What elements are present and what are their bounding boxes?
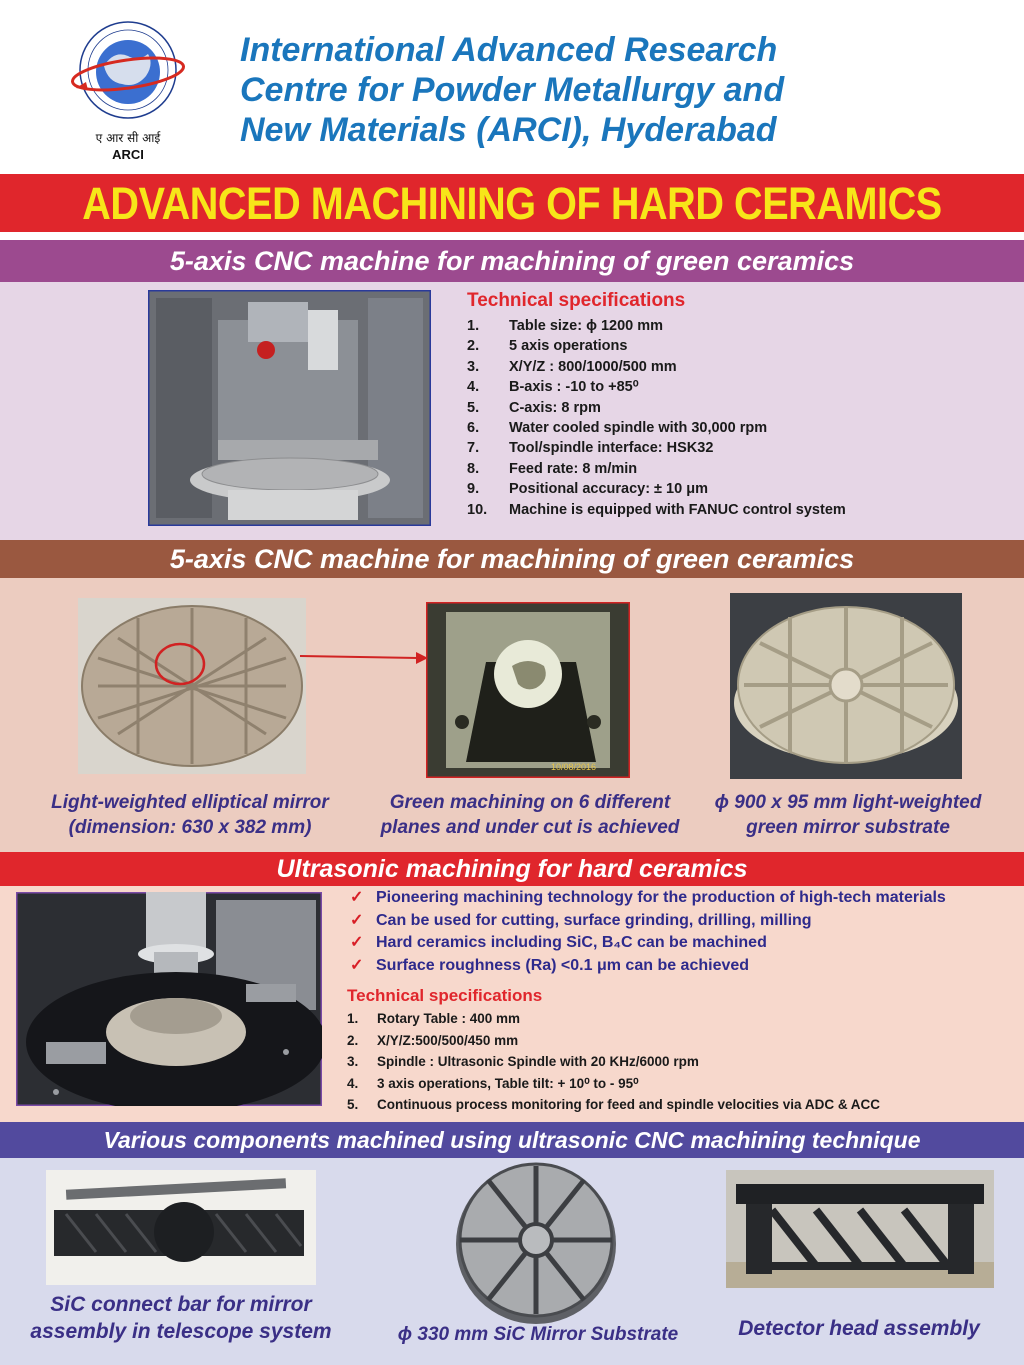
arrow-icon (300, 650, 430, 666)
caption-line: (dimension: 630 x 382 mm) (68, 817, 312, 838)
spec-number: 1. (467, 318, 480, 334)
spec-item (347, 1073, 1007, 1095)
photo-date-stamp: 10/08/2016 (550, 762, 596, 772)
check-icon: ✓ (350, 956, 364, 974)
mirror-substrate-photo (730, 593, 962, 779)
section4-heading: Various components machined using ultrasonic CNC machining technique (103, 1126, 921, 1153)
spec-number: 5. (347, 1097, 359, 1112)
spec-number: 10. (467, 501, 488, 518)
spec-text: Tool/spindle interface: HSK32 (509, 440, 714, 457)
spec-number: 1. (347, 1011, 359, 1026)
section2-heading: 5-axis CNC machine for machining of green ceramics (169, 543, 855, 574)
spec-text: Feed rate: 8 m/min (509, 460, 638, 477)
spec-text: C-axis: 8 rpm (509, 399, 601, 416)
spec-item (467, 316, 1007, 336)
section1-heading: 5-axis CNC machine for machining of green ceramics (169, 245, 855, 276)
section1-specs (467, 290, 1007, 520)
org-title-line-3: New Materials (ARCI), Hyderabad (240, 111, 777, 149)
section3-banner (0, 852, 1024, 886)
spec-text: Continuous process monitoring for feed and spindle velocities via ADC & ACC (377, 1097, 881, 1112)
spec-item (347, 1094, 1007, 1116)
spec-number: 7. (467, 440, 480, 457)
spec-item (467, 336, 1007, 356)
feature-text: Pioneering machining technology for the production of high-tech materials (376, 889, 946, 906)
spec-number: 3. (347, 1054, 359, 1069)
caption-line: green mirror substrate (746, 817, 950, 838)
spec-text: X/Y/Z:500/500/450 mm (377, 1032, 519, 1048)
spec-text: 5 axis operations (509, 338, 628, 355)
elliptical-mirror-photo (78, 598, 306, 774)
caption-connect-bar (10, 1291, 352, 1345)
spec-text: Rotary Table : 400 mm (377, 1011, 521, 1026)
feature-text: Hard ceramics including SiC, B₄C can be machined (376, 934, 767, 951)
ultrasonic-features-list (350, 887, 1010, 977)
spec-number: 3. (467, 358, 480, 375)
spec-item (467, 500, 1007, 520)
title-divider (0, 232, 1024, 240)
spec-number: 6. (467, 419, 480, 436)
spec-text: 3 axis operations, Table tilt: + 10⁰ to - 95⁰ (377, 1075, 639, 1091)
caption-green-machining (370, 790, 690, 840)
caption-sic-mirror: ϕ 330 mm SiC Mirror Substrate (397, 1324, 679, 1345)
caption-line: planes and under cut is achieved (380, 817, 680, 838)
spec-text: Spindle : Ultrasonic Spindle with 20 KHz/6000 rpm (377, 1054, 699, 1069)
spec-item (467, 377, 1007, 397)
org-title-line-1: International Advanced Research (240, 31, 778, 69)
check-icon: ✓ (350, 889, 364, 906)
spec-number: 8. (467, 460, 480, 477)
spec-number: 4. (467, 379, 480, 396)
section1-banner (0, 240, 1024, 282)
specs1-title: Technical specifications (467, 290, 686, 311)
spec-item (347, 1008, 1007, 1030)
spec-text: Table size: ϕ 1200 mm (509, 318, 664, 334)
specs2-title: Technical specifications (347, 986, 543, 1005)
spec-text: Positional accuracy: ± 10 μm (509, 481, 708, 498)
spec-number: 4. (347, 1075, 359, 1091)
caption-line: SiC connect bar for mirror (50, 1293, 312, 1316)
spec-text: Machine is equipped with FANUC control system (509, 501, 846, 518)
caption-line: Light-weighted elliptical mirror (51, 792, 329, 813)
feature-item (350, 910, 1010, 933)
spec-number: 9. (467, 481, 480, 498)
specs2-list (347, 1008, 1007, 1116)
section3-specs (347, 986, 1007, 1116)
caption-line: assembly in telescope system (30, 1320, 332, 1343)
spec-item (467, 418, 1007, 438)
organization-title (240, 30, 1000, 150)
logo-hindi-text: ए आर सी आई (95, 131, 161, 145)
section4-banner (0, 1122, 1024, 1158)
check-icon: ✓ (350, 911, 364, 929)
detector-head-photo (726, 1170, 994, 1288)
spec-item (467, 357, 1007, 377)
spec-item (347, 1030, 1007, 1052)
feature-text: Surface roughness (Ra) <0.1 μm can be achieved (376, 956, 750, 974)
logo-abbr: ARCI (112, 147, 144, 162)
feature-item (350, 887, 1010, 910)
spec-number: 5. (467, 399, 480, 416)
cnc-machine-photo (148, 290, 431, 526)
section3-heading: Ultrasonic machining for hard ceramics (276, 854, 748, 883)
feature-item (350, 932, 1010, 955)
spec-text: B-axis : -10 to +85⁰ (509, 379, 639, 396)
caption-line: Green machining on 6 different (389, 792, 671, 813)
poster-title: ADVANCED MACHINING OF HARD CERAMICS (82, 178, 942, 229)
ultrasonic-machine-photo (16, 892, 322, 1106)
caption-mirror-substrate (688, 790, 1008, 840)
spec-item (467, 438, 1007, 458)
check-icon: ✓ (350, 934, 364, 951)
spec-item (467, 398, 1007, 418)
spec-item (347, 1051, 1007, 1073)
sic-mirror-substrate-photo (448, 1160, 624, 1328)
spec-item (467, 479, 1007, 499)
arci-logo (62, 14, 194, 164)
specs1-list (467, 316, 1007, 520)
org-title-line-2: Centre for Powder Metallurgy and (240, 71, 785, 109)
feature-text: Can be used for cutting, surface grinding, drilling, milling (376, 911, 812, 929)
caption-elliptical-mirror (30, 790, 350, 840)
spec-number: 2. (467, 338, 480, 355)
feature-item (350, 955, 1010, 978)
green-machining-closeup-photo (426, 602, 630, 778)
spec-text: X/Y/Z : 800/1000/500 mm (509, 358, 677, 375)
caption-line: ϕ 900 x 95 mm light-weighted (714, 792, 982, 813)
section2-banner (0, 540, 1024, 578)
spec-item (467, 459, 1007, 479)
caption-detector-head: Detector head assembly (738, 1317, 980, 1340)
spec-text: Water cooled spindle with 30,000 rpm (509, 419, 768, 436)
spec-number: 2. (347, 1032, 359, 1048)
sic-connect-bar-photo (46, 1170, 316, 1285)
arci-logo-icon (62, 14, 194, 164)
